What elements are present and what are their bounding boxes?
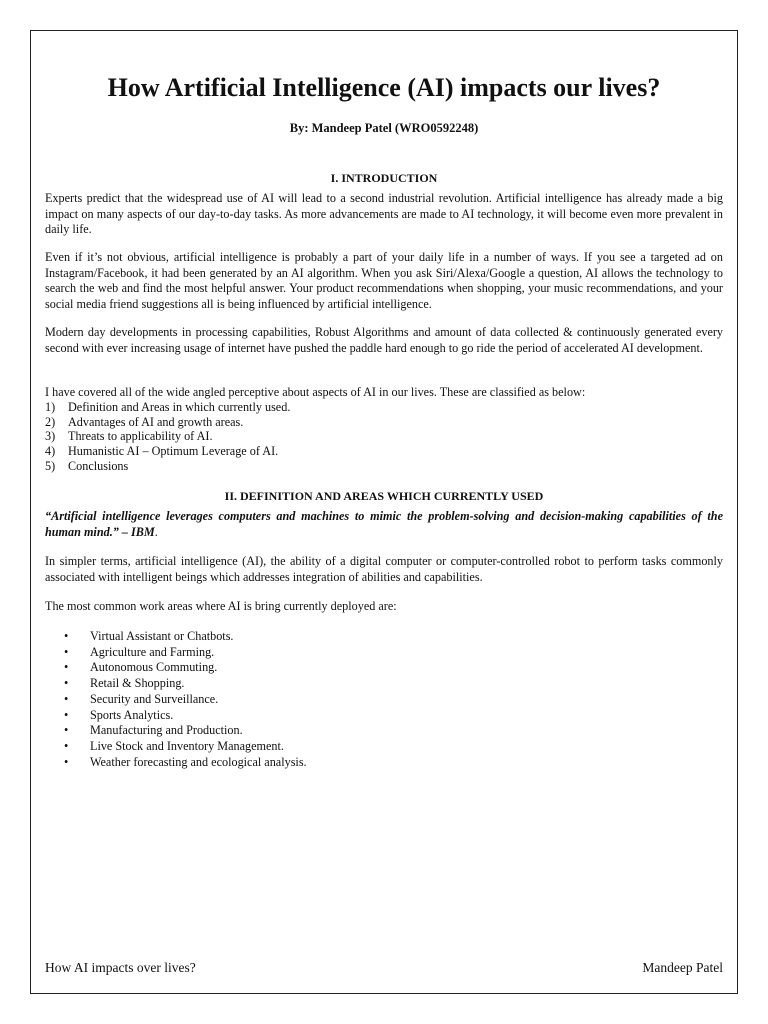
list-item-text: Conclusions [68,458,129,473]
section-heading-definition: II. DEFINITION AND AREAS WHICH CURRENTLY USED [224,489,544,503]
list-item [64,739,307,755]
list-item [64,629,307,645]
list-item-text: Advantages of AI and growth areas. [68,414,244,429]
bullet-icon: • [64,738,69,753]
bullet-icon: • [64,660,69,675]
footer-title: How AI impacts over lives? [45,960,196,975]
bullet-icon: • [64,691,69,706]
ai-areas-bullet-list [64,629,307,770]
bullet-text: Agriculture and Farming. [90,644,215,659]
list-item-number: 1) [45,400,56,414]
list-item [64,723,307,739]
list-item [64,755,307,771]
footer-author: Mandeep Patel [642,960,723,975]
bullet-text: Manufacturing and Production. [90,723,243,738]
list-item [64,708,307,724]
author-byline: By: Mandeep Patel (WRO0592248) [289,121,479,135]
list-item [45,415,290,430]
definition-paragraph-1: In simpler terms, artificial intelligence (AI), the ability of a digital computer or computer-controlled robot to perform tasks commonly associated with intelligent beings which addresses integration of abilities and capabilities. [45,554,723,584]
ibm-quote [45,509,723,540]
section-heading-introduction: I. INTRODUCTION [330,171,438,185]
bullet-text: Weather forecasting and ecological analysis. [90,754,307,769]
list-item [64,692,307,708]
list-item-number: 2) [45,414,56,429]
definition-paragraph-2: The most common work areas where AI is bring currently deployed are: [45,599,397,613]
bullet-icon: • [64,644,69,659]
list-item-number: 5) [45,458,56,473]
list-item [64,660,307,676]
bullet-text: Live Stock and Inventory Management. [90,738,284,753]
topics-numbered-list [45,400,290,474]
quote-end: . [154,524,158,539]
list-item [64,676,307,692]
intro-paragraph-1: Experts predict that the widespread use of AI will lead to a second industrial revolution. Artificial intelligence has already made a big impact on many aspects of our day-to-day tasks. As more advancements are made to AI technology, it will become even more prevalent in daily life. [45,191,723,236]
list-item-text: Humanistic AI – Optimum Leverage of AI. [68,444,279,459]
list-item-text: Definition and Areas in which currently used. [68,400,291,414]
list-item [45,444,290,459]
bullet-text: Autonomous Commuting. [90,660,218,675]
bullet-text: Virtual Assistant or Chatbots. [90,629,234,643]
list-item [45,459,290,474]
bullet-text: Security and Surveillance. [90,691,219,706]
document-title: How Artificial Intelligence (AI) impacts our lives? [107,73,661,102]
intro-paragraph-3: Modern day developments in processing capabilities, Robust Algorithms and amount of data collected & continuously generated every second with ever increasing usage of internet have pushed the paddle hard enough to go ride the period of accelerated AI development. [45,325,723,355]
quote-text: “Artificial intelligence leverages computers and machines to mimic the problem-solving and decision-making capabilities of the human mind.” – IBM [45,509,723,539]
list-item-text: Threats to applicability of AI. [68,429,213,444]
intro-paragraph-4: I have covered all of the wide angled perceptive about aspects of AI in our lives. These are classified as below: [45,385,586,399]
list-item-number: 3) [45,429,56,444]
bullet-icon: • [64,629,69,643]
intro-paragraph-2: Even if it’s not obvious, artificial intelligence is probably a part of your daily life in a number of ways. If you see a targeted ad on Instagram/Facebook, it had been generated by an AI algorithm. When you ask Siri/Alexa/Google a question, AI allows the technology to search the web and find the most helpful answer. Your product recommendations when shopping, your music recommendations, and your social media friend suggestions all is being influenced by artificial intelligence. [45,250,723,311]
list-item-number: 4) [45,444,56,459]
bullet-icon: • [64,676,69,691]
list-item [45,429,290,444]
bullet-text: Retail & Shopping. [90,676,185,691]
bullet-icon: • [64,707,69,722]
bullet-icon: • [64,754,69,769]
bullet-text: Sports Analytics. [90,707,174,722]
list-item [64,645,307,661]
bullet-icon: • [64,723,69,738]
list-item [45,400,290,415]
